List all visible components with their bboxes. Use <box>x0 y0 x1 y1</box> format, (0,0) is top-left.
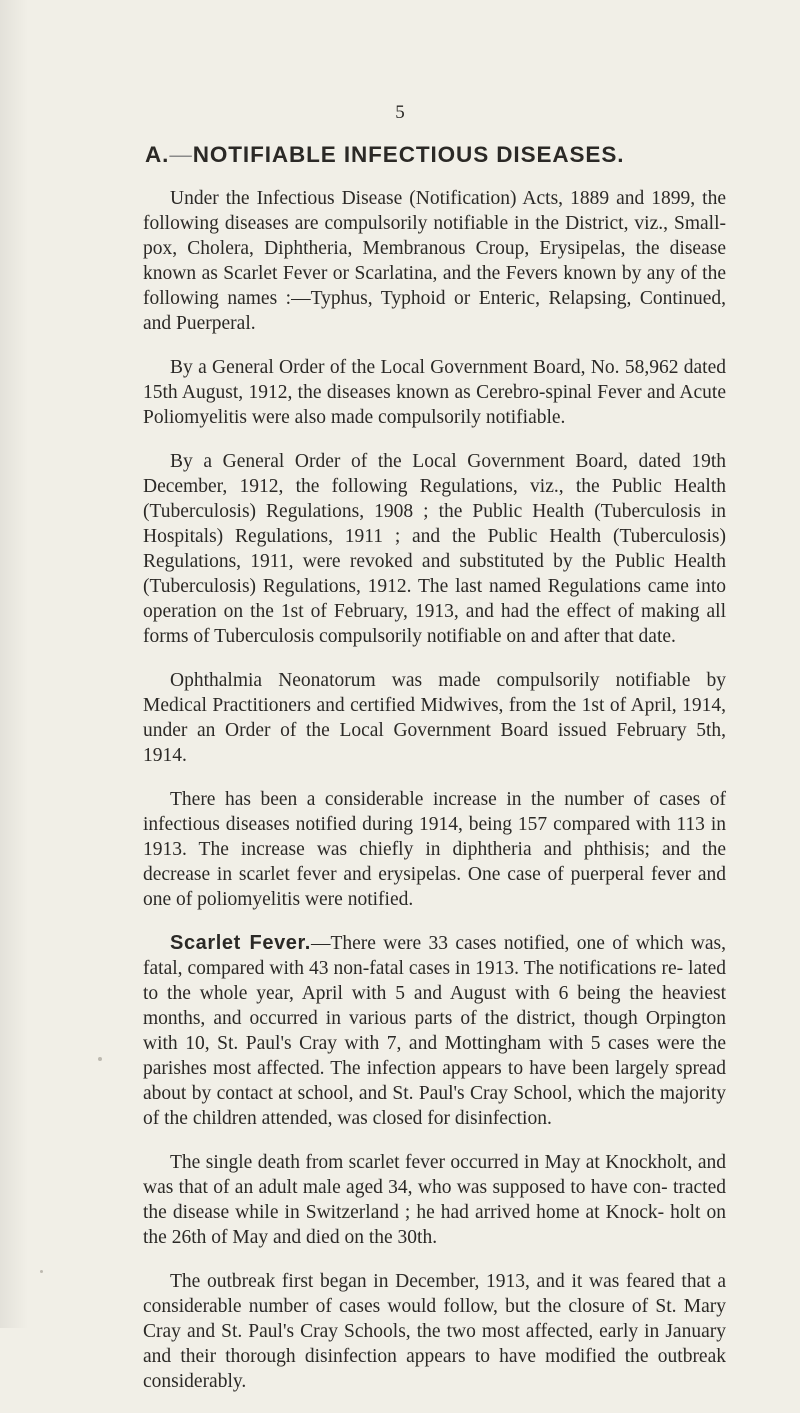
page-content <box>143 142 726 1413</box>
scarlet-fever-lead: Scarlet Fever. <box>170 932 311 954</box>
paragraph-notification-acts: Under the Infectious Disease (Notification) Acts, 1889 and 1899, the following diseases are compulsorily notifiable in the District, viz., Small-pox, Cholera, Diphtheria, Membranous Croup, Erysipelas, the disease known as Scarlet Fever or Scarlatina, and the Fevers known by any of the following names :—Typhus, Typhoid or Enteric, Relapsing, Continued, and Puerperal. <box>143 188 726 334</box>
section-title: NOTIFIABLE INFECTIOUS DISEASES. <box>192 142 625 167</box>
heading-dash: — <box>169 142 193 167</box>
paragraph-scarlet-fever <box>143 931 726 1131</box>
paragraph-cerebro-spinal: By a General Order of the Local Government Board, No. 58,962 dated 15th August, 1912, the diseases known as Cerebro-spinal Fever and Acute Poliomyelitis were also made compulsorily notifiable. <box>143 357 726 428</box>
section-letter: A. <box>145 142 170 167</box>
section-heading <box>145 142 726 168</box>
paragraph-scarlet-death: The single death from scarlet fever occurred in May at Knockholt, and was that of an adult male aged 34, who was supposed to have con- tracted the disease while in Switzerland ; he had arrived home at Knock- holt on the 26th of May and died on the 30th. <box>143 1152 726 1248</box>
paragraph-increase: There has been a considerable increase in the number of cases of infectious diseases notified during 1914, being 157 compared with 113 in 1913. The increase was chiefly in diphtheria and phthisis; and the decrease in scarlet fever and erysipelas. One case of puerperal fever and one of poliomyelitis were notified. <box>143 789 726 910</box>
scarlet-fever-text: —There were 33 cases notified, one of which was, fatal, compared with 43 non-fatal cases in 1913. The notifications re- lated to the whole year, April with 5 and August with 6 being the heaviest months, and occurred in various parts of the district, though Orpington with 10, St. Paul's Cray with 7, and Mottingham with 5 cases were the parishes most affected. The infection appears to have been largely spread about by contact at school, and St. Paul's Cray School, which the majority of the children attended, was closed for disinfection. <box>143 933 726 1129</box>
paragraph-ophthalmia: Ophthalmia Neonatorum was made compulsorily notifiable by Medical Practitioners and certified Midwives, from the 1st of April, 1914, under an Order of the Local Government Board issued February 5th, 1914. <box>143 670 726 766</box>
paper-speck <box>40 1270 43 1273</box>
paragraph-tuberculosis-regulations: By a General Order of the Local Government Board, dated 19th December, 1912, the following Regulations, viz., the Public Health (Tuberculosis) Regulations, 1908 ; the Public Health (Tuberculosis in Hospitals) Regulations, 1911 ; and the Public Health (Tuberculosis) Regulations, 1911, were revoked and substituted by the Public Health (Tuberculosis) Regulations, 1912. The last named Regulations came into operation on the 1st of February, 1913, and had the effect of making all forms of Tuberculosis compulsorily notifiable on and after that date. <box>143 451 726 647</box>
paragraph-outbreak: The outbreak first began in December, 1913, and it was feared that a considerable number of cases would follow, but the closure of St. Mary Cray and St. Paul's Cray Schools, the two most affected, early in January and their thorough disinfection appears to have modified the outbreak considerably. <box>143 1271 726 1392</box>
page-number: 5 <box>395 102 405 123</box>
paper-speck <box>98 1057 102 1061</box>
